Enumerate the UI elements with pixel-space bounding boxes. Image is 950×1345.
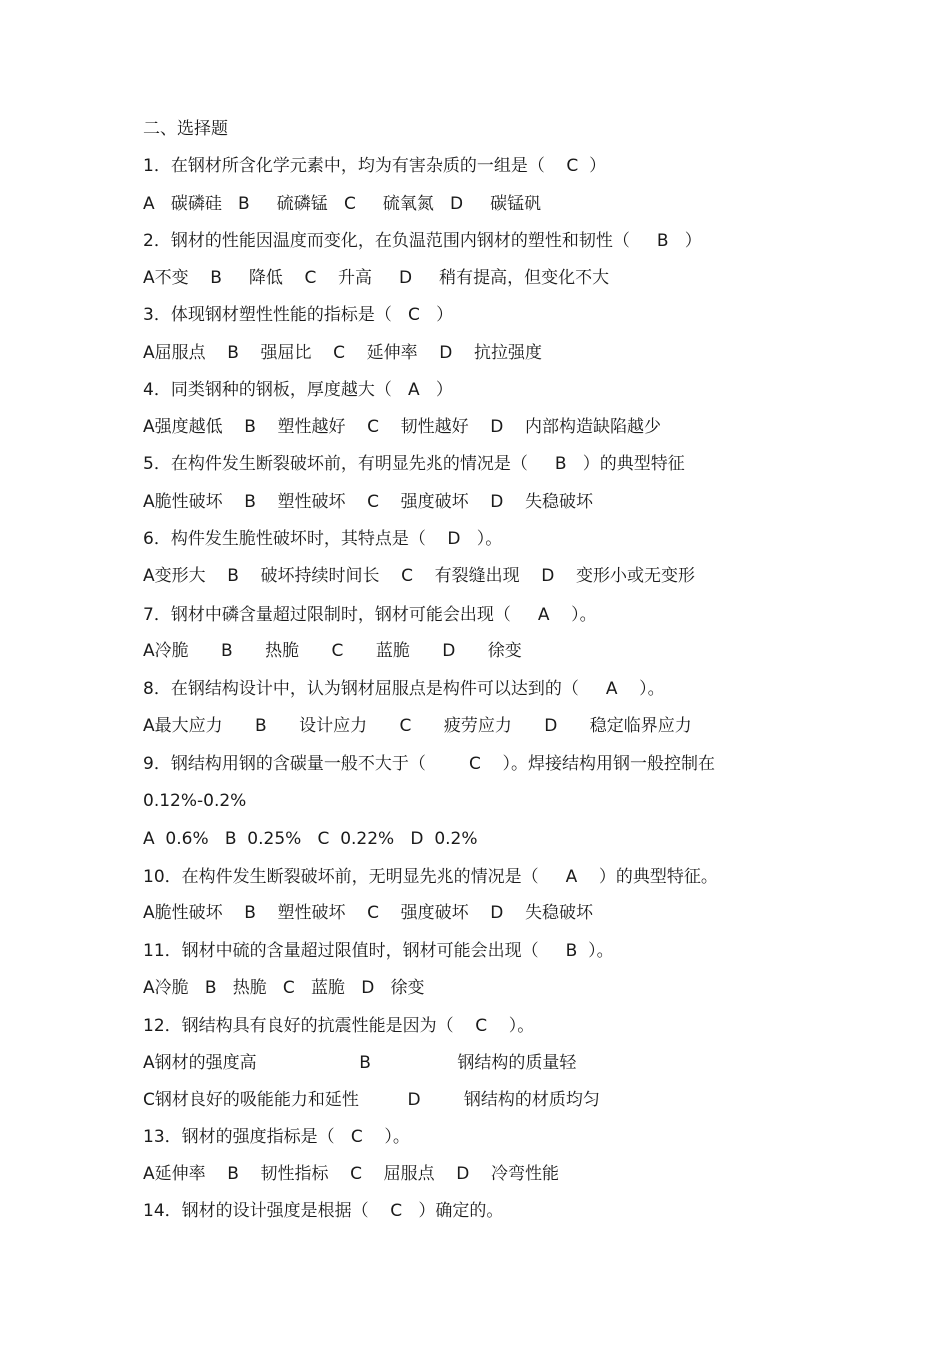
question-6: 6．构件发生脆性破坏时，其特点是（ D ）。 [143,529,503,549]
options-4: A强度越低 B 塑性越好 C 韧性越好 D 内部构造缺陷越少 [143,417,661,437]
options-1: A 碳磷硅 B 硫磷锰 C 硫氧氮 D 碳锰矾 [143,194,542,214]
options-9: A 0.6% B 0.25% C 0.22% D 0.2% [143,829,478,849]
options-3: A屈服点 B 强屈比 C 延伸率 D 抗拉强度 [143,343,542,363]
options-12b: C钢材良好的吸能能力和延性 D 钢结构的材质均匀 [143,1090,600,1110]
options-10: A脆性破坏 B 塑性破坏 C 强度破坏 D 失稳破坏 [143,903,593,923]
options-7: A冷脆 B 热脆 C 蓝脆 D 徐变 [143,641,522,661]
question-5: 5．在构件发生断裂破坏前，有明显先兆的情况是（ B ）的典型特征 [143,454,685,474]
options-12a: A钢材的强度高 B 钢结构的质量轻 [143,1053,577,1073]
question-14: 14．钢材的设计强度是根据（ C ）确定的。 [143,1201,504,1221]
question-11: 11．钢材中硫的含量超过限值时，钢材可能会出现（ B ）。 [143,941,614,961]
question-2: 2．钢材的性能因温度而变化，在负温范围内钢材的塑性和韧性（ B ） [143,231,702,251]
question-8: 8．在钢结构设计中，认为钢材屈服点是构件可以达到的（ A ）。 [143,679,665,699]
question-1: 1．在钢材所含化学元素中，均为有害杂质的一组是（ C ） [143,156,607,176]
options-5: A脆性破坏 B 塑性破坏 C 强度破坏 D 失稳破坏 [143,492,593,512]
options-2: A不变 B 降低 C 升高 D 稍有提高，但变化不大 [143,268,610,288]
question-10: 10．在构件发生断裂破坏前，无明显先兆的情况是（ A ）的典型特征。 [143,867,718,887]
question-12: 12．钢结构具有良好的抗震性能是因为（ C ）。 [143,1016,535,1036]
question-4: 4．同类钢种的钢板，厚度越大（ A ） [143,380,453,400]
options-13: A延伸率 B 韧性指标 C 屈服点 D 冷弯性能 [143,1164,559,1184]
question-13: 13．钢材的强度指标是（ C ）。 [143,1127,410,1147]
question-9-continued: 0.12%-0.2% [143,791,247,811]
options-11: A冷脆 B 热脆 C 蓝脆 D 徐变 [143,978,425,998]
question-7: 7．钢材中磷含量超过限制时，钢材可能会出现（ A ）。 [143,605,597,625]
options-8: A最大应力 B 设计应力 C 疲劳应力 D 稳定临界应力 [143,716,692,736]
question-3: 3．体现钢材塑性性能的指标是（ C ） [143,305,454,325]
section-title: 二、选择题 [143,119,228,139]
question-9: 9．钢结构用钢的含碳量一般不大于（ C ）。焊接结构用钢一般控制在 [143,754,716,774]
options-6: A变形大 B 破坏持续时间长 C 有裂缝出现 D 变形小或无变形 [143,566,695,586]
